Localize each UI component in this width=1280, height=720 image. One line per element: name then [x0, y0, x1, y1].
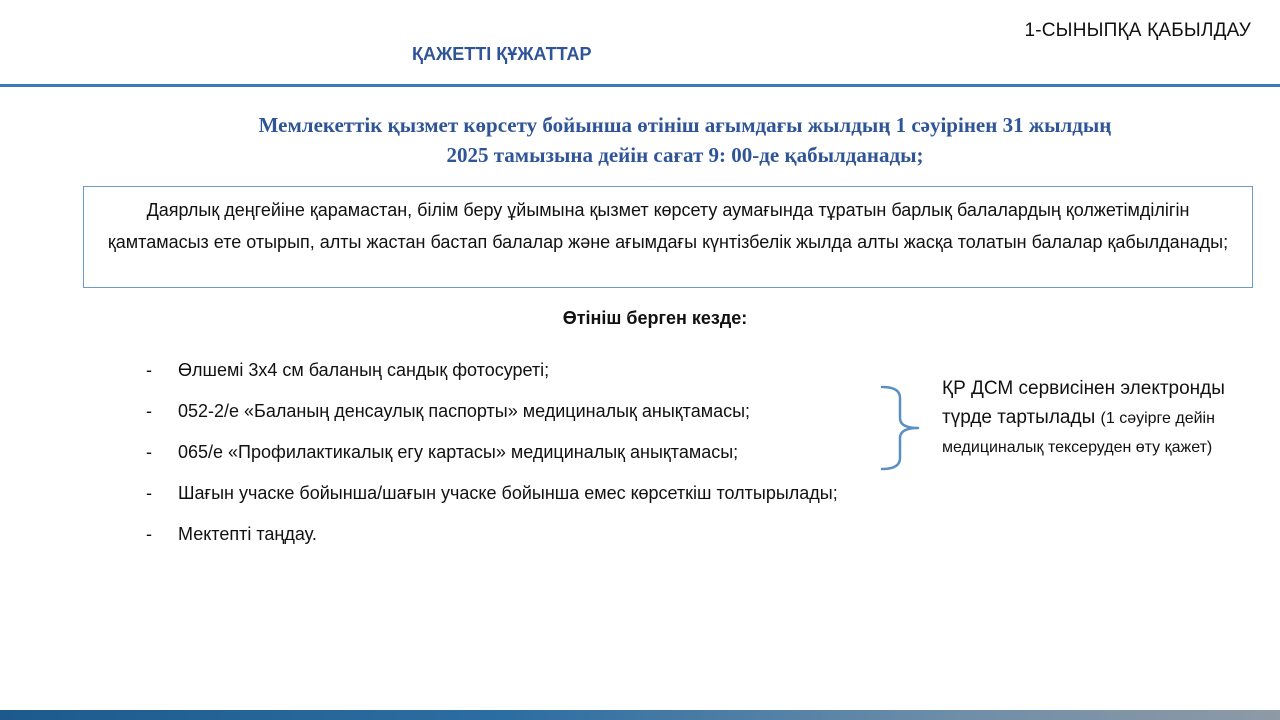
- list-item: [146, 438, 902, 466]
- list-dash: -: [146, 360, 152, 380]
- list-dash: -: [146, 483, 152, 503]
- admission-info-text: Даярлық деңгейіне қарамастан, білім беру ұйымына қызмет көрсету аумағында тұратын барлық балалардың қолжетімділігін қамтамасыз ете отырып, алты жастан бастап балалар және ағымдағы күнтізбелік жылда алты жасқа толатын балалар қабылданады;: [107, 200, 1229, 252]
- list-item: [146, 520, 902, 548]
- required-documents-list: [146, 356, 902, 561]
- side-note: [942, 374, 1242, 461]
- side-note-small: (1 сәуірге дейін медициналық тексеруден өту қажет): [942, 410, 1215, 456]
- list-dash: -: [146, 524, 152, 544]
- list-item-text: Мектепті таңдау.: [178, 524, 317, 544]
- list-item: [146, 397, 902, 425]
- main-heading-line1: Мемлекеттік қызмет көрсету бойынша өтініш ағымдағы жылдың 1 сәуірінен 31 жылдың: [258, 113, 1112, 137]
- header-divider: [0, 84, 1280, 87]
- section-title: ҚАЖЕТТІ ҚҰЖАТТАР: [412, 44, 592, 64]
- footer-bar: [0, 710, 1280, 720]
- list-item: [146, 356, 902, 384]
- admission-info-box: [83, 186, 1253, 288]
- main-heading: [150, 110, 1220, 170]
- list-item-text: Өлшемі 3х4 см баланың сандық фотосуреті;: [178, 360, 550, 380]
- list-dash: -: [146, 401, 152, 421]
- page-topic-label: 1-СЫНЫПҚА ҚАБЫЛДАУ: [1024, 20, 1251, 41]
- list-item-text: Шағын учаске бойынша/шағын учаске бойынша емес көрсеткіш толтырылады;: [178, 483, 838, 503]
- side-note-main: ҚР ДСМ сервисінен электронды түрде тартылады: [942, 378, 1225, 428]
- application-subheading: Өтініш берген кезде:: [562, 308, 748, 328]
- list-item: [146, 479, 902, 507]
- main-heading-line2: 2025 тамызына дейін сағат 9: 00-де қабылданады;: [446, 143, 924, 167]
- list-item-text: 065/е «Профилактикалық егу картасы» медициналық анықтамасы;: [178, 442, 739, 462]
- list-dash: -: [146, 442, 152, 462]
- curly-brace-icon: [878, 384, 934, 472]
- list-item-text: 052-2/е «Баланың денсаулық паспорты» медициналық анықтамасы;: [178, 401, 751, 421]
